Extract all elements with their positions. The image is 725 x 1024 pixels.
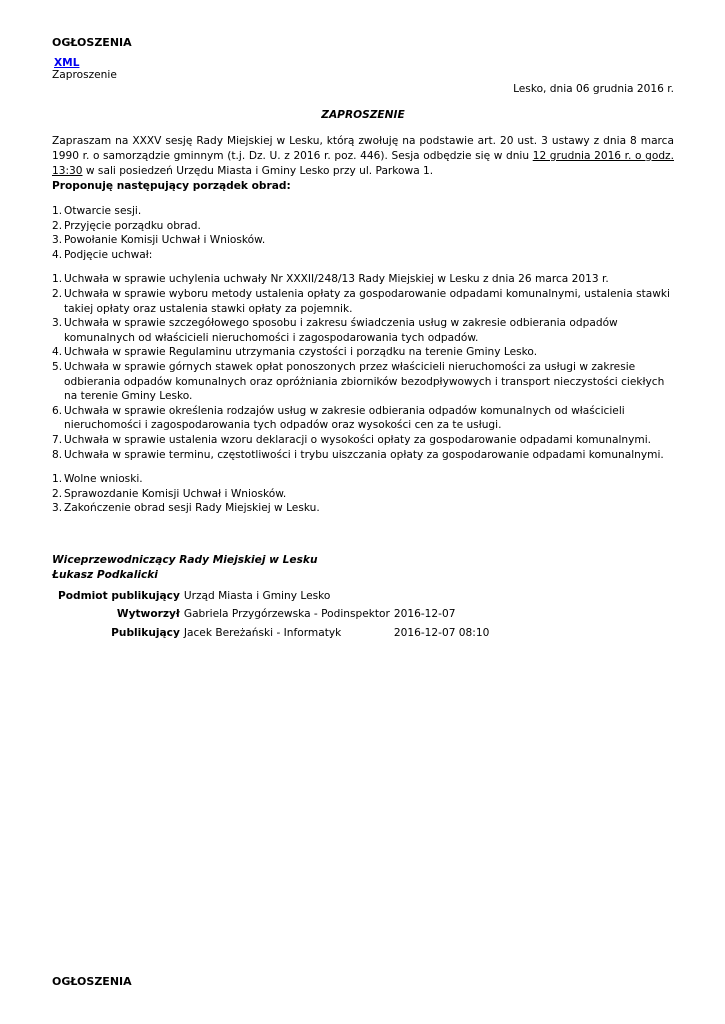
list-item: Uchwała w sprawie górnych stawek opłat ponoszonych przez właścicieli nieruchomości za usługi w zakresie odbierania odpadów komunalnych oraz opróżniania zbiorników bezodpływowych i transport nieczystości ciekłych na terenie Gminy Lesko. <box>64 360 665 403</box>
footer-section-title: OGŁOSZENIA <box>52 975 132 988</box>
xml-link[interactable]: XML <box>54 57 80 69</box>
created-label: Wytworzył <box>116 608 180 621</box>
signature-title: Wiceprzewodniczący Rady Miejskiej w Lesku <box>52 553 318 566</box>
list-item: Sprawozdanie Komisji Uchwał i Wniosków. <box>64 487 287 500</box>
agenda-heading: Proponuję następujący porządek obrad: <box>52 180 291 192</box>
list-item: Powołanie Komisji Uchwał i Wniosków. <box>64 234 266 247</box>
list-item: Uchwała w sprawie uchylenia uchwały Nr XXXII/248/13 Rady Miejskiej w Lesku z dnia 26 marca 2013 r. <box>64 273 609 286</box>
section-title: OGŁOSZENIA <box>52 36 132 49</box>
list-item: Zakończenie obrad sesji Rady Miejskiej w Lesku. <box>64 502 320 515</box>
list-item: Wolne wnioski. <box>64 473 143 486</box>
list-item: Otwarcie sesji. <box>64 205 142 217</box>
intro-paragraph <box>52 134 674 194</box>
list-item: Przyjęcie porządku obrad. <box>64 219 201 232</box>
created-by: Gabriela Przygórzewska - Podinspektor <box>183 608 390 621</box>
signature <box>52 553 674 583</box>
metadata-table <box>56 587 491 643</box>
agenda-list-main <box>52 204 674 262</box>
list-item: Uchwała w sprawie ustalenia wzoru deklaracji o wysokości opłaty za gospodarowanie odpadami komunalnymi. <box>64 433 652 446</box>
published-date: 2016-12-07 08:10 <box>393 626 490 639</box>
agenda-list-closing <box>52 472 674 516</box>
published-label: Publikujący <box>111 626 180 639</box>
document-type: Zaproszenie <box>52 69 117 81</box>
publisher-value: Urząd Miasta i Gminy Lesko <box>183 589 331 602</box>
session-date: 12 grudnia 2016 r. o godz. 13:30 <box>52 150 674 177</box>
list-item: Uchwała w sprawie Regulaminu utrzymania czystości i porządku na terenie Gminy Lesko. <box>64 346 538 359</box>
list-item: Uchwała w sprawie szczegółowego sposobu i zakresu świadczenia usług w zakresie odbierania odpadów komunalnych od właścicieli nieruchomości i zagospodarowania tych odpadów. <box>64 317 618 344</box>
table-row <box>56 587 491 606</box>
created-date: 2016-12-07 <box>393 608 456 621</box>
table-row <box>56 624 491 643</box>
list-item: Uchwała w sprawie wyboru metody ustalenia opłaty za gospodarowanie odpadami komunalnymi, ustalenia stawki takiej opłaty oraz ustalenia stawki opłaty za pojemnik. <box>64 287 671 315</box>
intro-text: Zapraszam na XXXV sesję Rady Miejskiej w Lesku, którą zwołuję na podstawie art. 20 ust. 3 ustawy z dnia 8 marca 1990 r. o samorządzie gminnym (t.j. Dz. U. z 2016 r. poz. 446). Sesja odbędzie się w dniu <box>52 135 674 162</box>
list-item: Podjęcie uchwał: <box>64 248 153 261</box>
table-row <box>56 605 491 624</box>
agenda-list-resolutions <box>52 272 674 462</box>
list-item: Uchwała w sprawie określenia rodzajów usług w zakresie odbierania odpadów komunalnych od właścicieli nieruchomości i zagospodarowania tych odpadów oraz wysokości cen za te usługi. <box>64 404 625 432</box>
published-by: Jacek Bereżański - Informatyk <box>183 626 342 639</box>
list-item: Uchwała w sprawie terminu, częstotliwości i trybu uiszczania opłaty za gospodarowanie odpadami komunalnymi. <box>64 448 664 461</box>
signature-name: Łukasz Podkalicki <box>52 568 158 581</box>
intro-text-end: w sali posiedzeń Urzędu Miasta i Gminy Lesko przy ul. Parkowa 1. <box>82 165 434 177</box>
document-page <box>52 36 674 642</box>
date-line: Lesko, dnia 06 grudnia 2016 r. <box>513 83 674 95</box>
publisher-label: Podmiot publikujący <box>58 589 180 602</box>
document-heading: ZAPROSZENIE <box>321 109 405 121</box>
